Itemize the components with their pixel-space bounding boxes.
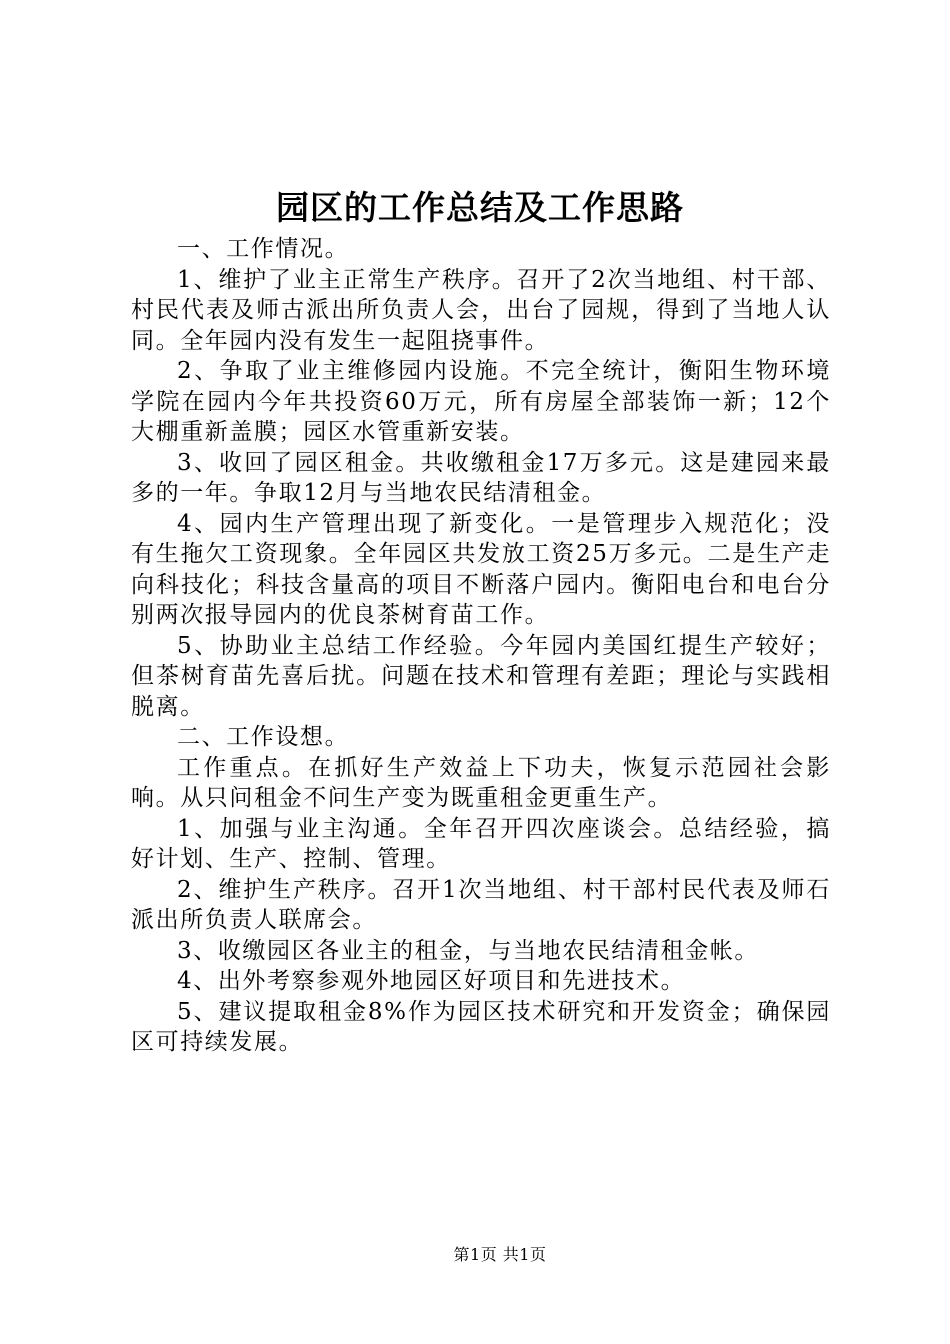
paragraph-plan-4: 4、出外考察参观外地园区好项目和先进技术。 [177,968,686,994]
paragraph-item-5: 5、协助业主总结工作经验。今年园内美国红提生产较好；但茶树育苗先喜后扰。问题在技术和管理有差距；理论与实践相脱离。 [131,632,831,720]
page-number-footer: 第1页 共1页 [453,1245,547,1264]
paragraph-plan-2: 2、维护生产秩序。召开1次当地组、村干部村民代表及师石派出所负责人联席会。 [131,876,831,933]
document-body [131,234,831,1058]
document-title: 园区的工作总结及工作思路 [276,188,684,227]
paragraph-item-3: 3、收回了园区租金。共收缴租金17万多元。这是建园来最多的一年。争取12月与当地农民结清租金。 [131,449,831,506]
paragraph-plan-5: 5、建议提取租金8%作为园区技术研究和开发资金；确保园区可持续发展。 [131,998,831,1055]
section-heading-work-plan: 二、工作设想。 [177,724,350,750]
paragraph-plan-3: 3、收缴园区各业主的租金，与当地农民结清租金帐。 [177,937,760,964]
paragraph-item-1: 1、维护了业主正常生产秩序。召开了2次当地组、村干部、村民代表及师古派出所负责人会，出台了园规，得到了当地人认同。全年园内没有发生一起阻挠事件。 [131,266,831,354]
paragraph-work-focus: 工作重点。在抓好生产效益上下功夫，恢复示范园社会影响。从只问租金不问生产变为既重租金更重生产。 [131,754,831,811]
paragraph-item-2: 2、争取了业主维修园内设施。不完全统计，衡阳生物环境学院在园内今年共投资60万元，所有房屋全部装饰一新；12个大棚重新盖膜；园区水管重新安装。 [131,358,831,445]
section-heading-work-status: 一、工作情况。 [177,236,350,262]
paragraph-item-4: 4、园内生产管理出现了新变化。一是管理步入规范化；没有生拖欠工资现象。全年园区共发放工资25万多元。二是生产走向科技化；科技含量高的项目不断落户园内。衡阳电台和电台分别两次报导园内的优良茶树育苗工作。 [131,510,831,628]
paragraph-plan-1: 1、加强与业主沟通。全年召开四次座谈会。总结经验，搞好计划、生产、控制、管理。 [131,815,831,872]
